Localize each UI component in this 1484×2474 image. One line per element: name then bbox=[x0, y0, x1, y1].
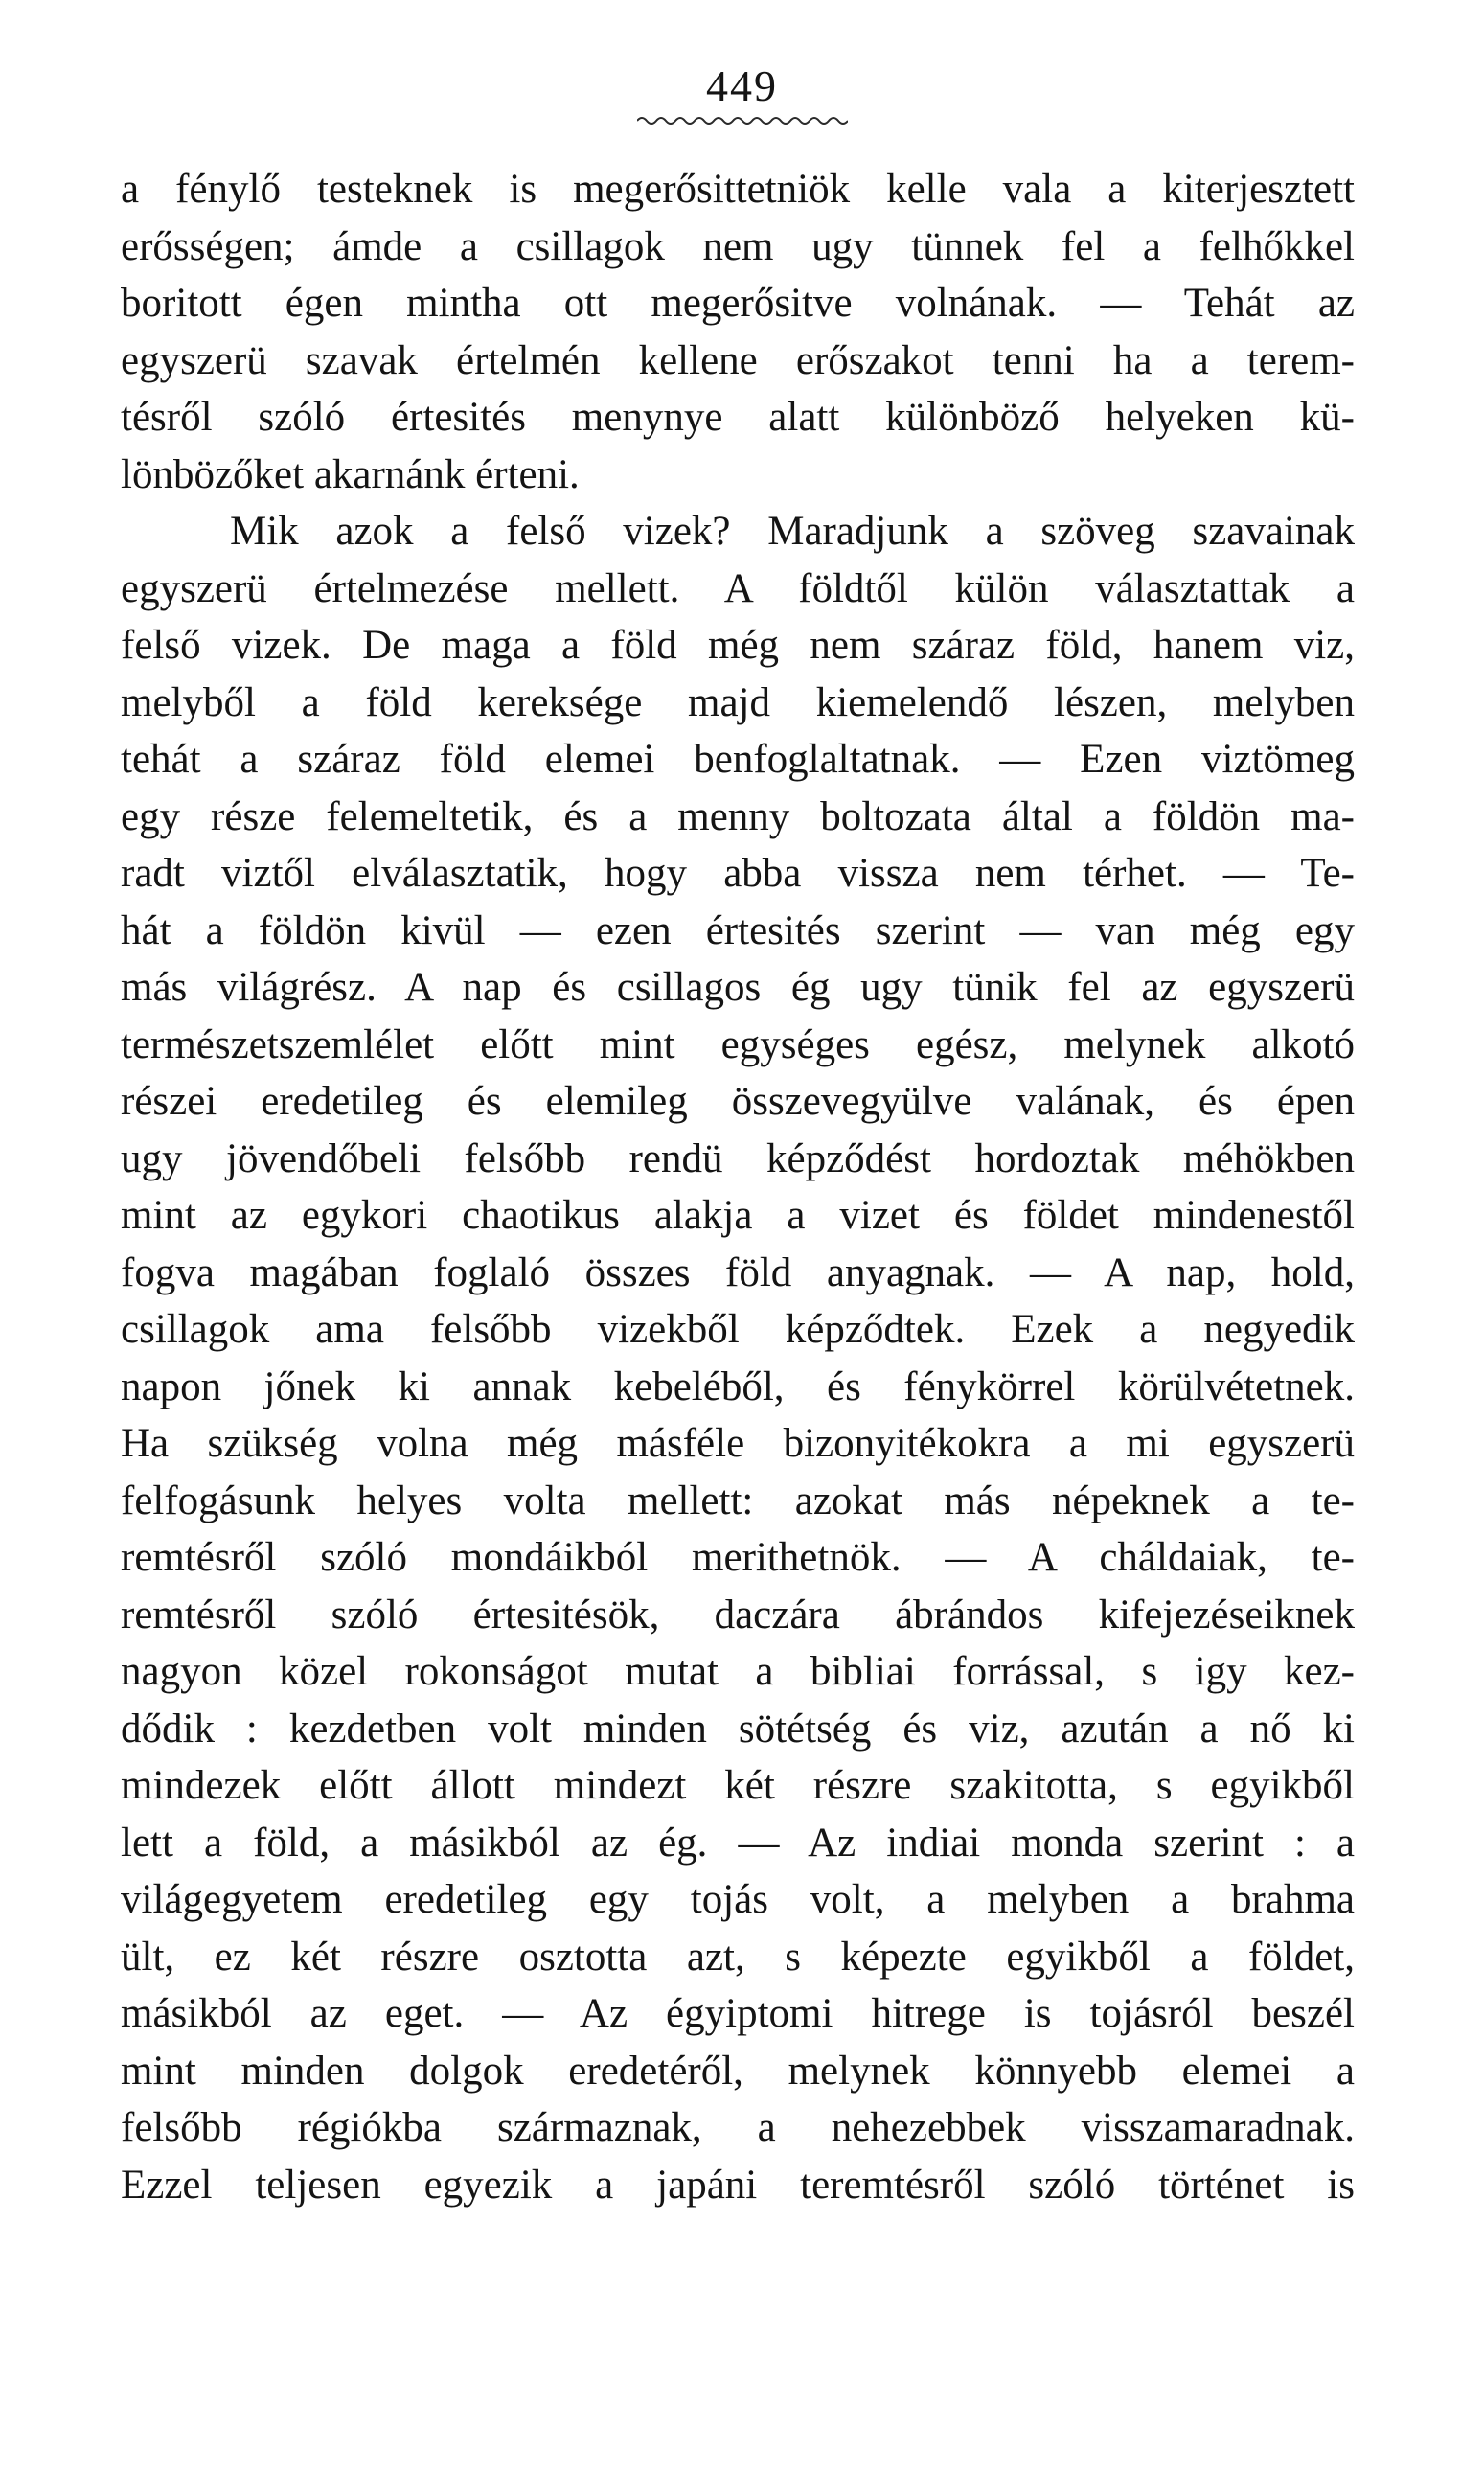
text-line: remtésről szóló értesitésök, daczára ábrándos kifejezéseiknek bbox=[121, 1592, 1355, 1638]
body-text bbox=[121, 161, 1355, 2213]
text-line: napon jőnek ki annak kebeléből, és fénykörrel körülvétetnek. bbox=[121, 1363, 1355, 1409]
text-line: felsőbb régiókba származnak, a nehezebbek visszamaradnak. bbox=[121, 2105, 1355, 2150]
text-line: radt viztől elválasztatik, hogy abba vissza nem térhet. — Te- bbox=[121, 851, 1355, 896]
text-line: csillagok ama felsőbb vizekből képződtek. Ezek a negyedik bbox=[121, 1307, 1355, 1352]
text-line: melyből a föld kereksége majd kiemelendő lészen, melyben bbox=[121, 679, 1355, 725]
text-line: részei eredetileg és elemileg összevegyülve valának, és épen bbox=[121, 1079, 1355, 1124]
page-number: 449 bbox=[706, 61, 778, 110]
text-line: boritott égen mintha ott megerősitve volnának. — Tehát az bbox=[121, 281, 1355, 326]
text-line: tehát a száraz föld elemei benfoglaltatnak. — Ezen viztömeg bbox=[121, 737, 1355, 782]
text-line: Ha szükség volna még másféle bizonyitékokra a mi egyszerü bbox=[121, 1421, 1355, 1466]
text-line: hát a földön kivül — ezen értesités szerint — van még egy bbox=[121, 907, 1355, 953]
text-line: nagyon közel rokonságot mutat a bibliai forrással, s igy kez- bbox=[121, 1649, 1355, 1694]
text-line: dődik : kezdetben volt minden sötétség és viz, azután a nő ki bbox=[121, 1706, 1355, 1752]
text-line: Mik azok a felső vizek? Maradjunk a szöveg szavainak bbox=[230, 509, 1355, 554]
text-line: remtésről szóló mondáikból merithetnök. — A cháldaiak, te- bbox=[121, 1535, 1355, 1580]
text-line: lett a föld, a másikból az ég. — Az indiai monda szerint : a bbox=[121, 1820, 1355, 1866]
text-line: erősségen; ámde a csillagok nem ugy tünnek fel a felhőkkel bbox=[121, 223, 1355, 269]
text-line: ült, ez két részre osztotta azt, s képezte egyikből a földet, bbox=[121, 1934, 1355, 1980]
text-line: a fénylő testeknek is megerősittetniök kelle vala a kiterjesztett bbox=[121, 167, 1355, 212]
text-line: természetszemlélet előtt mint egységes egész, melynek alkotó bbox=[121, 1021, 1355, 1067]
text-line: másikból az eget. — Az égyiptomi hitrege is tojásról beszél bbox=[121, 1991, 1355, 2036]
wavy-rule-ornament bbox=[637, 113, 848, 128]
text-line: Ezzel teljesen egyezik a japáni teremtésről szóló történet is bbox=[121, 2162, 1355, 2208]
text-line: tésről szóló értesités menynye alatt különböző helyeken kü- bbox=[121, 395, 1355, 440]
text-line: fogva magában foglaló összes föld anyagnak. — A nap, hold, bbox=[121, 1249, 1355, 1295]
text-line: mint minden dolgok eredetéről, melynek könnyebb elemei a bbox=[121, 2048, 1355, 2094]
text-line: mint az egykori chaotikus alakja a vizet és földet mindenestől bbox=[121, 1193, 1355, 1238]
text-line: lönbözőket akarnánk érteni. bbox=[121, 451, 580, 497]
text-line: felső vizek. De maga a föld még nem száraz föld, hanem viz, bbox=[121, 623, 1355, 668]
text-line: más világrész. A nap és csillagos ég ugy tünik fel az egyszerü bbox=[121, 965, 1355, 1010]
text-line: mindezek előtt állott mindezt két részre szakitotta, s egyikből bbox=[121, 1763, 1355, 1808]
text-line: egyszerü szavak értelmén kellene erőszakot tenni ha a terem- bbox=[121, 337, 1355, 383]
text-line: egyszerü értelmezése mellett. A földtől külön választattak a bbox=[121, 565, 1355, 611]
text-line: felfogásunk helyes volta mellett: azokat más népeknek a te- bbox=[121, 1478, 1355, 1523]
text-line: ugy jövendőbeli felsőbb rendü képződést hordoztak méhökben bbox=[121, 1135, 1355, 1181]
text-line: világegyetem eredetileg egy tojás volt, a melyben a brahma bbox=[121, 1877, 1355, 1922]
text-line: egy része felemeltetik, és a menny boltozata által a földön ma- bbox=[121, 793, 1355, 839]
